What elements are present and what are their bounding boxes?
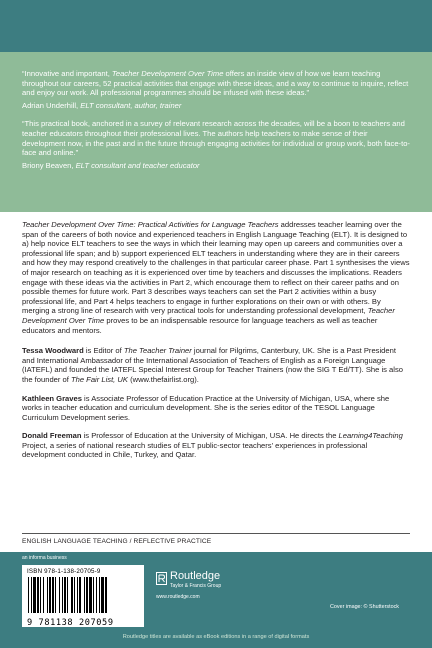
author-bio-woodward: Tessa Woodward is Editor of The Teacher Trainer journal for Pilgrims, Canterbury, UK. She is a Past President and International Ambassador of the International Association of Teachers of English as a Foreign Language (IATEFL) and founded the IATEFL Special Interest Group for Teacher Trainers (now the SIG T Ed/TT). She is also the founder of The Fair List, UK (www.thefairlist.org). <box>22 346 403 384</box>
back-cover-footer <box>0 552 432 648</box>
author-bio-freeman: Donald Freeman is Professor of Education at the University of Michigan, USA. He directs the Learning4Teaching Project, a series of national research studies of ELT public-sector teachers’ experiences in professional development conducted in Chile, Turkey, and Qatar. <box>22 431 403 460</box>
informa-business-label: an informa business <box>22 555 67 561</box>
endorsements-box <box>0 52 432 212</box>
isbn-label: ISBN 978-1-138-20705-9 <box>27 568 101 575</box>
endorsement-quote-2: “This practical book, anchored in a survey of relevant research across the decades, will be a boon to teachers and teacher educators throughout their professional lives. The authors help teachers to make sense of their development now, in the past and in the future through engaging activities for individual or group work, both face-to-face and online.” <box>22 119 410 158</box>
barcode-icon <box>27 577 139 613</box>
barcode-panel <box>22 565 144 627</box>
ebook-availability-note: Routledge titles are available as eBook editions in a range of digital formats <box>122 634 310 640</box>
cover-image-credit: Cover image: © Shutterstock <box>330 604 399 610</box>
endorsement-quote-1: “Innovative and important, Teacher Development Over Time offers an inside view of how we learn teaching throughout our careers, 52 practical activities that engage with these ideas, and a way to continue to inquire, reflect and enjoy our work. All professional programmes should be infused with these ideas.” <box>22 69 409 98</box>
top-color-band <box>0 0 432 52</box>
endorsement-attribution-1: Adrian Underhill, ELT consultant, author, trainer <box>22 100 182 110</box>
book-description: Teacher Development Over Time: Practical Activities for Language Teachers addresses teacher learning over the span of the careers of both novice and experienced teachers in English Language Teaching (ELT). It is designed to a) help novice ELT teachers to see the ways in which their learning may open up careers and communities over a professional life span; and b) support experienced ELT teachers in understanding where they are in their careers and how they may respond creatively to the challenges in that particular career phase. Part 1 synthesises the views of major research on teaching as it is experienced over time by teachers and discusses the implications. Readers engage with these ideas via the activities in Part 2, which encourage them to reflect on their career paths and on possible themes for future work. Part 3 describes ways teachers can set the Part 2 activities within a busy professional life, and Part 4 helps teachers to engage in further explorations on their own or with others. By merging a strong line of research with very practical tools for understanding professional development, Teacher Development Over Time proves to be an indispensable resource for language teachers as well as teacher educators and mentors. <box>22 220 410 335</box>
author-bio-graves: Kathleen Graves is Associate Professor of Education Practice at the University of Michigan, USA, where she works in teacher education and curriculum development. She is the series editor of the TESOL Language Curriculum Development series. <box>22 393 390 422</box>
barcode-number: 9 781138 207059 <box>27 618 114 628</box>
publisher-name: Routledge <box>170 570 221 582</box>
publisher-group: Taylor & Francis Group <box>170 583 222 589</box>
routledge-logo-icon <box>156 572 167 585</box>
publisher-url[interactable]: www.routledge.com <box>156 594 200 600</box>
endorsement-attribution-2: Briony Beaven, ELT consultant and teacher educator <box>22 160 200 170</box>
subject-category <box>22 533 410 545</box>
book-description-area <box>0 212 432 533</box>
category-label: ENGLISH LANGUAGE TEACHING / REFLECTIVE PRACTICE <box>22 538 212 545</box>
